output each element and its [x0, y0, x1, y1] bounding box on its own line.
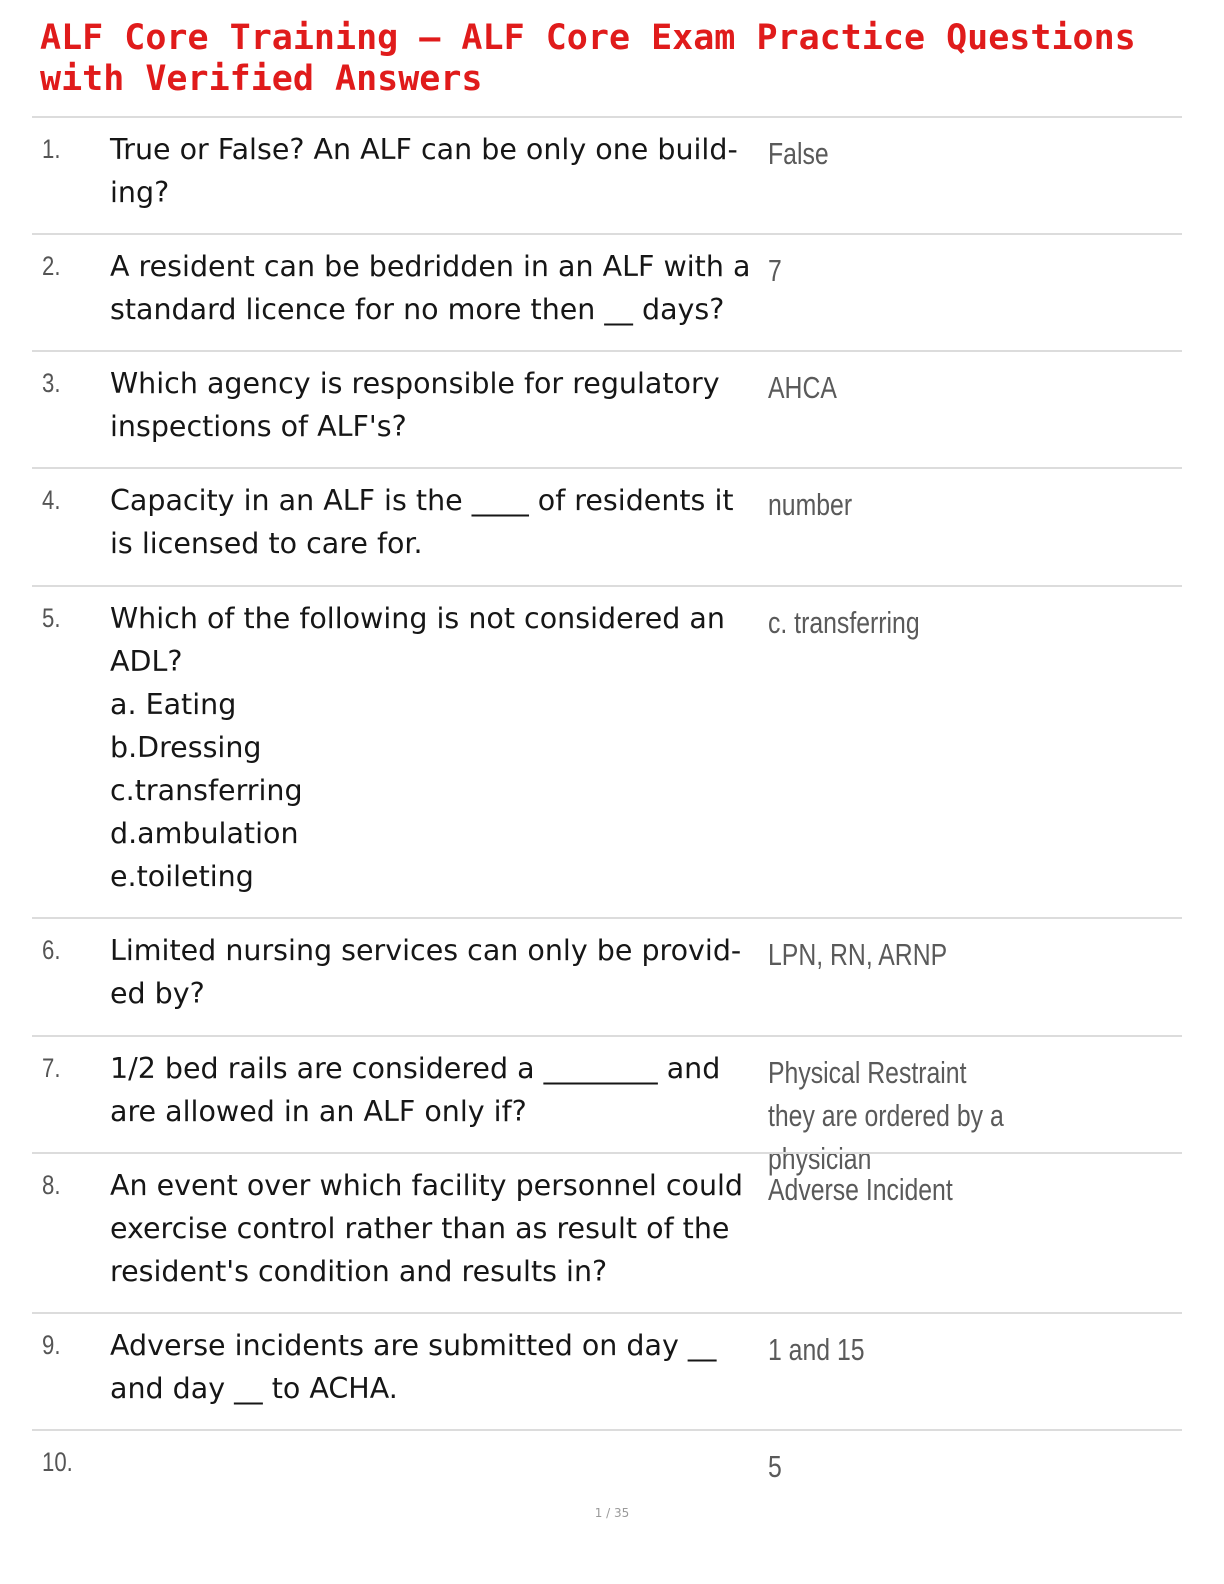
answer-text: AHCA [768, 370, 837, 405]
question-number: 7. [42, 1053, 61, 1083]
answer-text: Adverse Incident [768, 1172, 953, 1207]
answer-text: c. transferring [768, 605, 920, 640]
question-card [32, 233, 1182, 351]
question-text: True or False? An ALF can be only one build- ing? [110, 133, 738, 209]
question-text: A resident can be bedridden in an ALF with a standard licence for no more then __ days? [110, 250, 751, 326]
question-text: An event over which facility personnel could exercise control rather than as result of the resident's condition and results in? [110, 1169, 744, 1288]
document-title: ALF Core Training – ALF Core Exam Practice Questions with Verified Answers [40, 18, 1136, 99]
question-card [32, 1312, 1182, 1430]
question-text: Limited nursing services can only be provid- ed by? [110, 934, 742, 1010]
answer-text: Physical Restraint they are ordered by a physician [768, 1055, 1004, 1176]
question-text: 1/2 bed rails are considered a ________ and are allowed in an ALF only if? [110, 1052, 721, 1128]
question-card [32, 350, 1182, 468]
answer-text: 5 [768, 1449, 782, 1484]
question-card [32, 467, 1182, 585]
question-number: 1. [42, 134, 61, 164]
question-text: Which of the following is not considered an ADL? a. Eating b.Dressing c.transferring d.ambulation e.toileting [110, 602, 725, 893]
question-card [32, 585, 1182, 918]
question-card [32, 1035, 1182, 1176]
answer-text: False [768, 136, 829, 171]
question-number: 5. [42, 603, 61, 633]
question-number: 9. [42, 1330, 61, 1360]
question-number: 10. [42, 1447, 73, 1477]
answer-text: number [768, 487, 853, 522]
question-text: Adverse incidents are submitted on day __ and day __ to ACHA. [110, 1329, 717, 1405]
question-text: Which agency is responsible for regulatory inspections of ALF's? [110, 367, 720, 443]
question-number: 8. [42, 1170, 61, 1200]
question-number: 6. [42, 935, 61, 965]
page-indicator: 1 / 35 [594, 1506, 630, 1520]
question-card [32, 116, 1182, 234]
question-card [32, 917, 1182, 1035]
question-card [32, 1152, 1182, 1313]
question-number: 4. [42, 485, 61, 515]
question-card [32, 1429, 1182, 1501]
answer-text: LPN, RN, ARNP [768, 937, 948, 972]
answer-text: 1 and 15 [768, 1332, 865, 1367]
question-number: 3. [42, 368, 61, 398]
answer-text: 7 [768, 253, 782, 288]
question-text: Capacity in an ALF is the ____ of residents it is licensed to care for. [110, 484, 734, 560]
question-number: 2. [42, 251, 61, 281]
